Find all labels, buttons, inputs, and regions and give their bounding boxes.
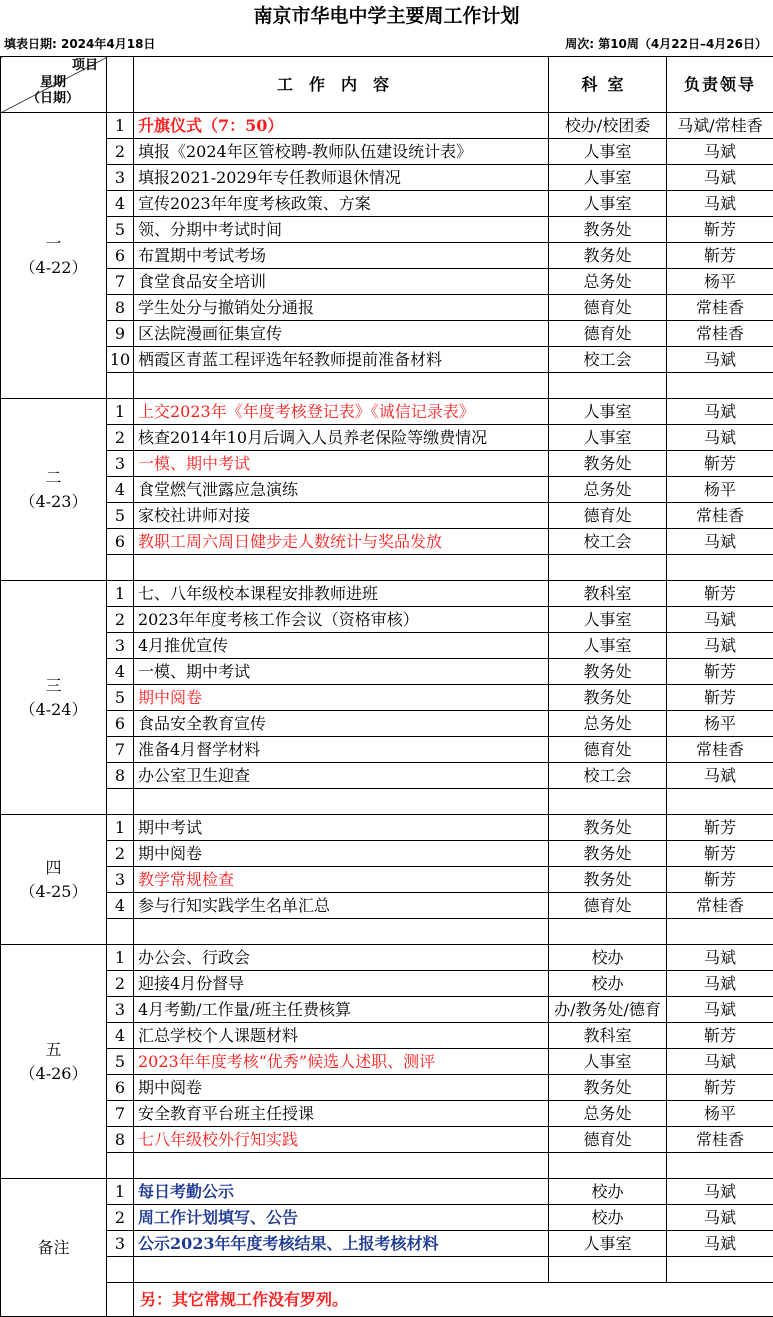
- department: 校办: [549, 1179, 667, 1205]
- responsible-leader: [667, 789, 773, 815]
- weekday-label: 五: [45, 1040, 61, 1059]
- work-content: [134, 1257, 549, 1283]
- responsible-leader: 马斌: [667, 971, 773, 997]
- weekday-date: （4-24）: [20, 700, 88, 719]
- department: 人事室: [549, 165, 667, 191]
- responsible-leader: 马斌: [667, 399, 773, 425]
- department: [549, 1257, 667, 1283]
- item-number: 1: [107, 1179, 134, 1205]
- work-content: 汇总学校个人课题材料: [134, 1023, 549, 1049]
- work-content: 教职工周六周日健步走人数统计与奖品发放: [134, 529, 549, 555]
- department: 校工会: [549, 763, 667, 789]
- work-content: [134, 789, 549, 815]
- header-dept: 科室: [549, 57, 667, 113]
- work-content: 区法院漫画征集宣传: [134, 321, 549, 347]
- header-number-cell: [107, 57, 134, 113]
- item-number: 2: [107, 1205, 134, 1231]
- responsible-leader: 马斌: [667, 425, 773, 451]
- item-number: 5: [107, 503, 134, 529]
- responsible-leader: 马斌: [667, 607, 773, 633]
- header-row: [1, 57, 773, 113]
- weekday-label: 二: [45, 468, 61, 487]
- responsible-leader: 靳芳: [667, 867, 773, 893]
- work-content: [134, 373, 549, 399]
- work-plan-table: [0, 56, 773, 1317]
- work-content: 准备4月督学材料: [134, 737, 549, 763]
- department: 教科室: [549, 1023, 667, 1049]
- department: 人事室: [549, 191, 667, 217]
- item-number: 9: [107, 321, 134, 347]
- work-content: 4月推优宣传: [134, 633, 549, 659]
- remarks-note: 另：其它常规工作没有罗列。: [134, 1283, 773, 1317]
- department: 人事室: [549, 633, 667, 659]
- department: 德育处: [549, 737, 667, 763]
- plan-table-body: [1, 57, 773, 1317]
- item-number: 3: [107, 451, 134, 477]
- department: 教务处: [549, 1075, 667, 1101]
- work-content: [134, 919, 549, 945]
- responsible-leader: 靳芳: [667, 581, 773, 607]
- table-row: [1, 737, 773, 763]
- table-row: [1, 789, 773, 815]
- header-corner-weekday-label: 星期: [40, 75, 66, 90]
- weekday-cell: [1, 945, 107, 1179]
- work-content: 核查2014年10月后调入人员养老保险等缴费情况: [134, 425, 549, 451]
- item-number: [107, 1257, 134, 1283]
- work-content: [134, 555, 549, 581]
- table-row: [1, 217, 773, 243]
- table-row: [1, 451, 773, 477]
- department: 德育处: [549, 295, 667, 321]
- table-row: [1, 321, 773, 347]
- work-content: 一模、期中考试: [134, 659, 549, 685]
- responsible-leader: 杨平: [667, 269, 773, 295]
- week-info: 周次: 第10周（4月22日–4月26日）: [565, 34, 767, 54]
- responsible-leader: 马斌: [667, 529, 773, 555]
- work-content: 升旗仪式（7：50）: [134, 113, 549, 139]
- department: 总务处: [549, 1101, 667, 1127]
- work-content: 一模、期中考试: [134, 451, 549, 477]
- responsible-leader: 马斌: [667, 1179, 773, 1205]
- responsible-leader: 靳芳: [667, 451, 773, 477]
- work-content: 期中阅卷: [134, 685, 549, 711]
- item-number: 4: [107, 1023, 134, 1049]
- remark-row: [1, 1257, 773, 1283]
- table-row: [1, 867, 773, 893]
- responsible-leader: 马斌/常桂香: [667, 113, 773, 139]
- item-number: [107, 1153, 134, 1179]
- table-row: [1, 347, 773, 373]
- item-number: 1: [107, 945, 134, 971]
- item-number: 4: [107, 477, 134, 503]
- item-number: 7: [107, 1101, 134, 1127]
- work-content: 七八年级校外行知实践: [134, 1127, 549, 1153]
- department: 校工会: [549, 347, 667, 373]
- work-content: 2023年年度考核工作会议（资格审核）: [134, 607, 549, 633]
- table-row: [1, 971, 773, 997]
- department: 总务处: [549, 711, 667, 737]
- table-row: [1, 269, 773, 295]
- responsible-leader: 靳芳: [667, 685, 773, 711]
- responsible-leader: 马斌: [667, 633, 773, 659]
- weekday-cell: [1, 113, 107, 399]
- responsible-leader: 靳芳: [667, 1023, 773, 1049]
- work-content: 参与行知实践学生名单汇总: [134, 893, 549, 919]
- item-number: 2: [107, 971, 134, 997]
- table-row: [1, 919, 773, 945]
- item-number: 4: [107, 659, 134, 685]
- table-row: [1, 1101, 773, 1127]
- work-content: 周工作计划填写、公告: [134, 1205, 549, 1231]
- weekday-cell: [1, 581, 107, 815]
- work-content: 宣传2023年年度考核政策、方案: [134, 191, 549, 217]
- department: 教科室: [549, 581, 667, 607]
- header-corner-cell: [1, 57, 107, 113]
- table-row: [1, 503, 773, 529]
- weekday-date: （4-22）: [20, 258, 88, 277]
- item-number: 5: [107, 685, 134, 711]
- item-number: 6: [107, 1075, 134, 1101]
- work-content: 期中考试: [134, 815, 549, 841]
- responsible-leader: 马斌: [667, 763, 773, 789]
- work-content: 期中阅卷: [134, 1075, 549, 1101]
- department: 办/教务处/德育: [549, 997, 667, 1023]
- table-row: [1, 997, 773, 1023]
- work-content: 教学常规检查: [134, 867, 549, 893]
- department: 总务处: [549, 477, 667, 503]
- work-content: 七、八年级校本课程安排教师进班: [134, 581, 549, 607]
- responsible-leader: 马斌: [667, 1205, 773, 1231]
- item-number: 4: [107, 191, 134, 217]
- weekday-cell: [1, 815, 107, 945]
- department: 教务处: [549, 815, 667, 841]
- table-row: [1, 1127, 773, 1153]
- item-number: 4: [107, 893, 134, 919]
- department: 校办: [549, 1205, 667, 1231]
- department: 教务处: [549, 451, 667, 477]
- work-content: 填报《2024年区管校聘-教师队伍建设统计表》: [134, 139, 549, 165]
- work-content: 公示2023年年度考核结果、上报考核材料: [134, 1231, 549, 1257]
- department: 校办: [549, 971, 667, 997]
- header-content: 工作内容: [134, 57, 549, 113]
- responsible-leader: [667, 919, 773, 945]
- department: 总务处: [549, 269, 667, 295]
- weekday-date: （4-25）: [20, 882, 88, 901]
- table-row: [1, 711, 773, 737]
- department: 教务处: [549, 659, 667, 685]
- table-row: [1, 165, 773, 191]
- item-number: 6: [107, 711, 134, 737]
- work-content: 栖霞区青蓝工程评选年轻教师提前准备材料: [134, 347, 549, 373]
- responsible-leader: 马斌: [667, 945, 773, 971]
- responsible-leader: 常桂香: [667, 295, 773, 321]
- department: 人事室: [549, 399, 667, 425]
- weekday-date: （4-23）: [20, 492, 88, 511]
- header-corner-weekday: [27, 75, 79, 107]
- table-row: [1, 815, 773, 841]
- remarks-label: 备注: [1, 1179, 107, 1317]
- item-number: 1: [107, 815, 134, 841]
- department: 教务处: [549, 867, 667, 893]
- table-row: [1, 373, 773, 399]
- table-row: [1, 1049, 773, 1075]
- work-content: 办公会、行政会: [134, 945, 549, 971]
- department: 校办: [549, 945, 667, 971]
- responsible-leader: 马斌: [667, 1231, 773, 1257]
- responsible-leader: 马斌: [667, 191, 773, 217]
- item-number: 6: [107, 243, 134, 269]
- item-number: 2: [107, 841, 134, 867]
- table-row: [1, 477, 773, 503]
- item-number: 5: [107, 1049, 134, 1075]
- work-content: 食堂燃气泄露应急演练: [134, 477, 549, 503]
- weekday-date: （4-26）: [20, 1064, 88, 1083]
- weekday-label: 四: [45, 858, 61, 877]
- work-content: 食品安全教育宣传: [134, 711, 549, 737]
- item-number: 8: [107, 295, 134, 321]
- responsible-leader: 常桂香: [667, 737, 773, 763]
- remark-row: [1, 1205, 773, 1231]
- department: [549, 919, 667, 945]
- responsible-leader: 常桂香: [667, 321, 773, 347]
- department: 人事室: [549, 139, 667, 165]
- responsible-leader: 靳芳: [667, 243, 773, 269]
- department: [549, 789, 667, 815]
- table-row: [1, 191, 773, 217]
- weekday-label: 三: [45, 676, 61, 695]
- responsible-leader: [667, 555, 773, 581]
- responsible-leader: 马斌: [667, 347, 773, 373]
- table-row: [1, 841, 773, 867]
- responsible-leader: 靳芳: [667, 841, 773, 867]
- department: 德育处: [549, 893, 667, 919]
- table-row: [1, 243, 773, 269]
- responsible-leader: [667, 1257, 773, 1283]
- work-content: 学生处分与撤销处分通报: [134, 295, 549, 321]
- item-number: 1: [107, 581, 134, 607]
- item-number: 1: [107, 399, 134, 425]
- item-number: 2: [107, 139, 134, 165]
- item-number: 7: [107, 737, 134, 763]
- item-number: 3: [107, 1231, 134, 1257]
- responsible-leader: 靳芳: [667, 217, 773, 243]
- table-row: [1, 1075, 773, 1101]
- work-content: 食堂食品安全培训: [134, 269, 549, 295]
- remark-row: [1, 1179, 773, 1205]
- department: 教务处: [549, 217, 667, 243]
- weekday-label: 一: [45, 234, 61, 253]
- header-lead: 负责领导: [667, 57, 773, 113]
- department: 人事室: [549, 425, 667, 451]
- table-row: [1, 1153, 773, 1179]
- table-row: [1, 581, 773, 607]
- work-content: 期中阅卷: [134, 841, 549, 867]
- department: [549, 1153, 667, 1179]
- item-number: [107, 373, 134, 399]
- responsible-leader: 杨平: [667, 711, 773, 737]
- department: 德育处: [549, 1127, 667, 1153]
- responsible-leader: 杨平: [667, 1101, 773, 1127]
- table-row: [1, 1023, 773, 1049]
- department: 教务处: [549, 841, 667, 867]
- responsible-leader: 马斌: [667, 1049, 773, 1075]
- table-row: [1, 295, 773, 321]
- table-row: [1, 659, 773, 685]
- responsible-leader: 杨平: [667, 477, 773, 503]
- department: [549, 373, 667, 399]
- item-number: 7: [107, 269, 134, 295]
- work-content: 办公室卫生迎查: [134, 763, 549, 789]
- department: 教务处: [549, 243, 667, 269]
- work-content: 4月考勤/工作量/班主任费核算: [134, 997, 549, 1023]
- department: [549, 555, 667, 581]
- remark-row: [1, 1231, 773, 1257]
- table-row: [1, 139, 773, 165]
- responsible-leader: 靳芳: [667, 659, 773, 685]
- work-content: 每日考勤公示: [134, 1179, 549, 1205]
- work-content: 家校社讲师对接: [134, 503, 549, 529]
- work-content: [134, 1153, 549, 1179]
- responsible-leader: 马斌: [667, 139, 773, 165]
- table-row: [1, 529, 773, 555]
- department: 校办/校团委: [549, 113, 667, 139]
- item-number: 10: [107, 347, 134, 373]
- work-content: 上交2023年《年度考核登记表》《诚信记录表》: [134, 399, 549, 425]
- responsible-leader: 常桂香: [667, 503, 773, 529]
- work-content: 布置期中考试考场: [134, 243, 549, 269]
- item-number: 8: [107, 1127, 134, 1153]
- work-content: 迎接4月份督导: [134, 971, 549, 997]
- item-number: [107, 789, 134, 815]
- work-content: 填报2021-2029年专任教师退休情况: [134, 165, 549, 191]
- table-row: [1, 399, 773, 425]
- department: 德育处: [549, 321, 667, 347]
- table-row: [1, 425, 773, 451]
- page-title: 南京市华电中学主要周工作计划: [0, 0, 773, 32]
- work-content: 2023年年度考核“优秀”候选人述职、测评: [134, 1049, 549, 1075]
- item-number: 3: [107, 165, 134, 191]
- table-row: [1, 893, 773, 919]
- item-number: 3: [107, 867, 134, 893]
- responsible-leader: [667, 1153, 773, 1179]
- weekday-cell: [1, 399, 107, 581]
- header-corner-project: 项目: [72, 58, 98, 74]
- department: 人事室: [549, 1049, 667, 1075]
- responsible-leader: 常桂香: [667, 1127, 773, 1153]
- item-number: 6: [107, 529, 134, 555]
- item-number: 2: [107, 607, 134, 633]
- responsible-leader: 马斌: [667, 165, 773, 191]
- table-row: [1, 113, 773, 139]
- table-row: [1, 763, 773, 789]
- department: 校工会: [549, 529, 667, 555]
- table-row: [1, 555, 773, 581]
- department: 人事室: [549, 607, 667, 633]
- note-row: [1, 1283, 773, 1317]
- department: 德育处: [549, 503, 667, 529]
- fill-date: 填表日期: 2024年4月18日: [4, 34, 155, 54]
- item-number: 8: [107, 763, 134, 789]
- header-corner-date-label: （日期）: [27, 91, 79, 106]
- responsible-leader: 靳芳: [667, 1075, 773, 1101]
- responsible-leader: 靳芳: [667, 815, 773, 841]
- item-number: 1: [107, 113, 134, 139]
- work-content: 安全教育平台班主任授课: [134, 1101, 549, 1127]
- item-number: 3: [107, 633, 134, 659]
- responsible-leader: [667, 373, 773, 399]
- item-number: 2: [107, 425, 134, 451]
- item-number: 5: [107, 217, 134, 243]
- responsible-leader: 常桂香: [667, 893, 773, 919]
- department: 教务处: [549, 685, 667, 711]
- note-number-cell: [107, 1283, 134, 1317]
- responsible-leader: 马斌: [667, 997, 773, 1023]
- department: 人事室: [549, 1231, 667, 1257]
- work-content: 领、分期中考试时间: [134, 217, 549, 243]
- table-row: [1, 945, 773, 971]
- table-row: [1, 607, 773, 633]
- item-number: [107, 555, 134, 581]
- table-row: [1, 633, 773, 659]
- item-number: [107, 919, 134, 945]
- table-row: [1, 685, 773, 711]
- item-number: 3: [107, 997, 134, 1023]
